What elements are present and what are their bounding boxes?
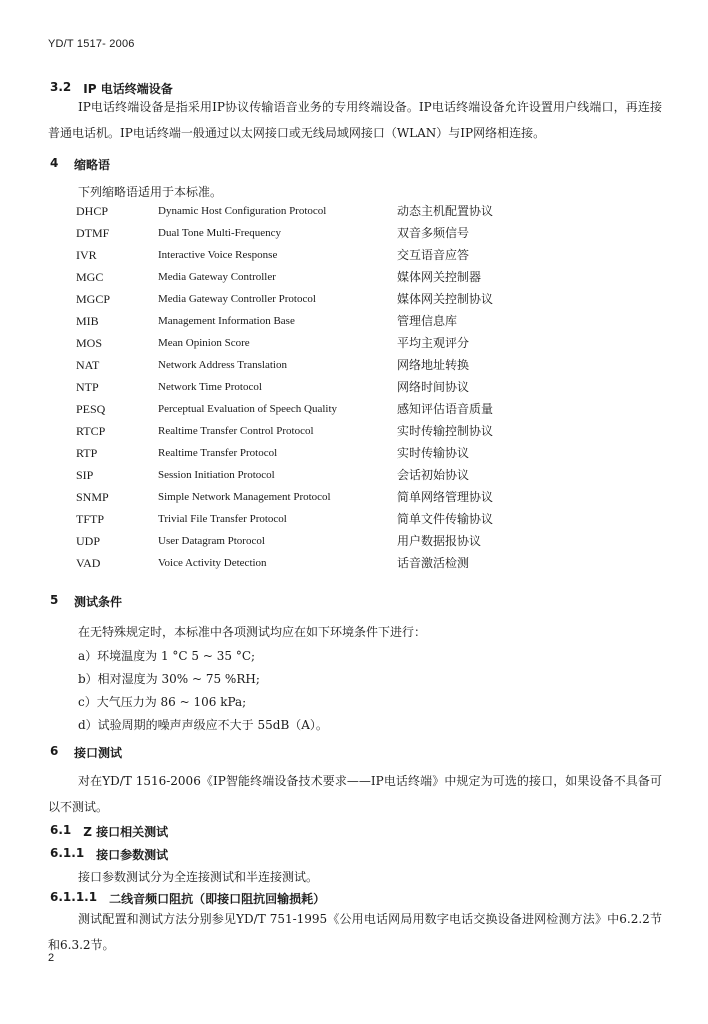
list-item: c）大气压力为 86 ~ 106 kPa; — [78, 695, 247, 709]
abbr-english: Network Time Protocol — [158, 381, 262, 393]
abbreviations-intro: 下列缩略语适用于本标准。 — [78, 185, 223, 199]
abbr-chinese: 实时传输协议 — [397, 446, 470, 460]
abbr-chinese: 简单文件传输协议 — [397, 512, 494, 526]
document-id-header: YD/T 1517- 2006 — [48, 38, 135, 50]
abbr-chinese: 网络时间协议 — [397, 380, 470, 394]
section-number: 6.1 — [50, 823, 72, 837]
abbr-code: NTP — [76, 380, 99, 394]
section-number: 5 — [50, 593, 59, 607]
abbr-code: RTP — [76, 446, 98, 460]
abbr-code: IVR — [76, 248, 97, 262]
section-3-2-paragraph: IP电话终端设备是指采用IP协议传输语音业务的专用终端设备。IP电话终端设备允许设置用户线端口，再连接普通电话机。IP电话终端一般通过以太网接口或无线局域网接口（WLAN）与IP网络相连接。 — [48, 100, 662, 140]
abbr-english: Simple Network Management Protocol — [158, 491, 331, 503]
abbr-chinese: 网络地址转换 — [397, 358, 470, 372]
abbr-chinese: 双音多频信号 — [397, 226, 470, 240]
test-conditions-intro: 在无特殊规定时，本标准中各项测试均应在如下环境条件下进行： — [78, 625, 427, 639]
abbr-code: MGC — [76, 270, 104, 284]
abbr-english: Media Gateway Controller Protocol — [158, 293, 316, 305]
abbr-code: MGCP — [76, 292, 111, 306]
abbr-code: SIP — [76, 468, 94, 482]
section-6-1-1-1-paragraph: 测试配置和测试方法分别参见YD/T 751-1995《公用电话网局用数字电话交换设备进网检测方法》中6.2.2节和6.3.2节。 — [48, 912, 662, 952]
abbr-english: User Datagram Ptorocol — [158, 535, 265, 547]
abbr-chinese: 会话初始协议 — [397, 468, 470, 482]
section-number: 4 — [50, 156, 59, 170]
section-number: 6.1.1 — [50, 846, 85, 860]
section-title: 二线音频口阻抗（即接口阻抗回输损耗） — [109, 892, 326, 906]
abbr-chinese: 话音激活检测 — [397, 556, 470, 570]
section-6-heading — [50, 744, 122, 761]
abbr-english: Interactive Voice Response — [158, 249, 278, 261]
section-number: 6 — [50, 744, 59, 758]
abbr-code: DHCP — [76, 204, 109, 218]
section-title: IP 电话终端设备 — [83, 82, 173, 96]
abbr-english: Perceptual Evaluation of Speech Quality — [158, 403, 337, 415]
section-number: 3.2 — [50, 80, 72, 94]
section-5-heading — [50, 593, 122, 610]
abbr-english: Dynamic Host Configuration Protocol — [158, 205, 327, 217]
abbr-code: UDP — [76, 534, 101, 548]
section-title: 接口测试 — [74, 746, 123, 760]
abbr-chinese: 平均主观评分 — [397, 336, 470, 350]
section-title: Z 接口相关测试 — [83, 825, 169, 839]
section-4-heading — [50, 156, 110, 173]
abbr-english: Realtime Transfer Protocol — [158, 447, 278, 459]
page-number: 2 — [48, 952, 55, 964]
abbr-chinese: 交互语音应答 — [397, 248, 470, 262]
abbr-english: Management Information Base — [158, 315, 295, 327]
section-6-paragraph: 对在YD/T 1516-2006《IP智能终端设备技术要求——IP电话终端》中规定为可选的接口，如果设备不具备可以不测试。 — [48, 774, 662, 814]
abbr-chinese: 媒体网关控制协议 — [397, 292, 494, 306]
abbr-chinese: 用户数据报协议 — [397, 534, 482, 548]
abbr-english: Dual Tone Multi-Frequency — [158, 227, 282, 239]
section-number: 6.1.1.1 — [50, 890, 98, 904]
section-6-1-heading — [50, 823, 168, 840]
abbr-chinese: 动态主机配置协议 — [397, 204, 494, 218]
abbr-chinese: 实时传输控制协议 — [397, 424, 494, 438]
abbr-english: Voice Activity Detection — [158, 557, 267, 569]
abbr-chinese: 感知评估语音质量 — [397, 402, 494, 416]
abbr-code: DTMF — [76, 226, 110, 240]
abbr-english: Session Initiation Protocol — [158, 469, 275, 481]
abbr-code: NAT — [76, 358, 100, 372]
abbr-english: Media Gateway Controller — [158, 271, 276, 283]
section-title: 接口参数测试 — [96, 848, 169, 862]
abbr-code: PESQ — [76, 402, 106, 416]
abbr-chinese: 简单网络管理协议 — [397, 490, 494, 504]
abbr-code: MIB — [76, 314, 99, 328]
list-item: a）环境温度为 1 °C 5 ~ 35 °C; — [78, 649, 256, 663]
abbr-code: VAD — [76, 556, 101, 570]
section-title: 测试条件 — [74, 595, 123, 609]
section-6-1-1-1-heading — [50, 890, 325, 907]
abbr-chinese: 管理信息库 — [397, 314, 458, 328]
abbr-code: RTCP — [76, 424, 106, 438]
section-6-1-1-heading — [50, 846, 168, 863]
section-6-1-1-paragraph: 接口参数测试分为全连接测试和半连接测试。 — [78, 870, 319, 884]
abbr-chinese: 媒体网关控制器 — [397, 270, 482, 284]
abbr-code: TFTP — [76, 512, 105, 526]
abbr-english: Trivial File Transfer Protocol — [158, 513, 287, 525]
abbr-english: Mean Opinion Score — [158, 337, 250, 349]
section-title: 缩略语 — [74, 158, 111, 172]
abbr-english: Network Address Translation — [158, 359, 287, 371]
abbr-english: Realtime Transfer Control Protocol — [158, 425, 314, 437]
abbr-code: MOS — [76, 336, 103, 350]
list-item: d）试验周期的噪声声级应不大于 55dB（A）。 — [78, 718, 328, 732]
abbr-code: SNMP — [76, 490, 109, 504]
list-item: b）相对湿度为 30% ~ 75 %RH; — [78, 672, 260, 686]
